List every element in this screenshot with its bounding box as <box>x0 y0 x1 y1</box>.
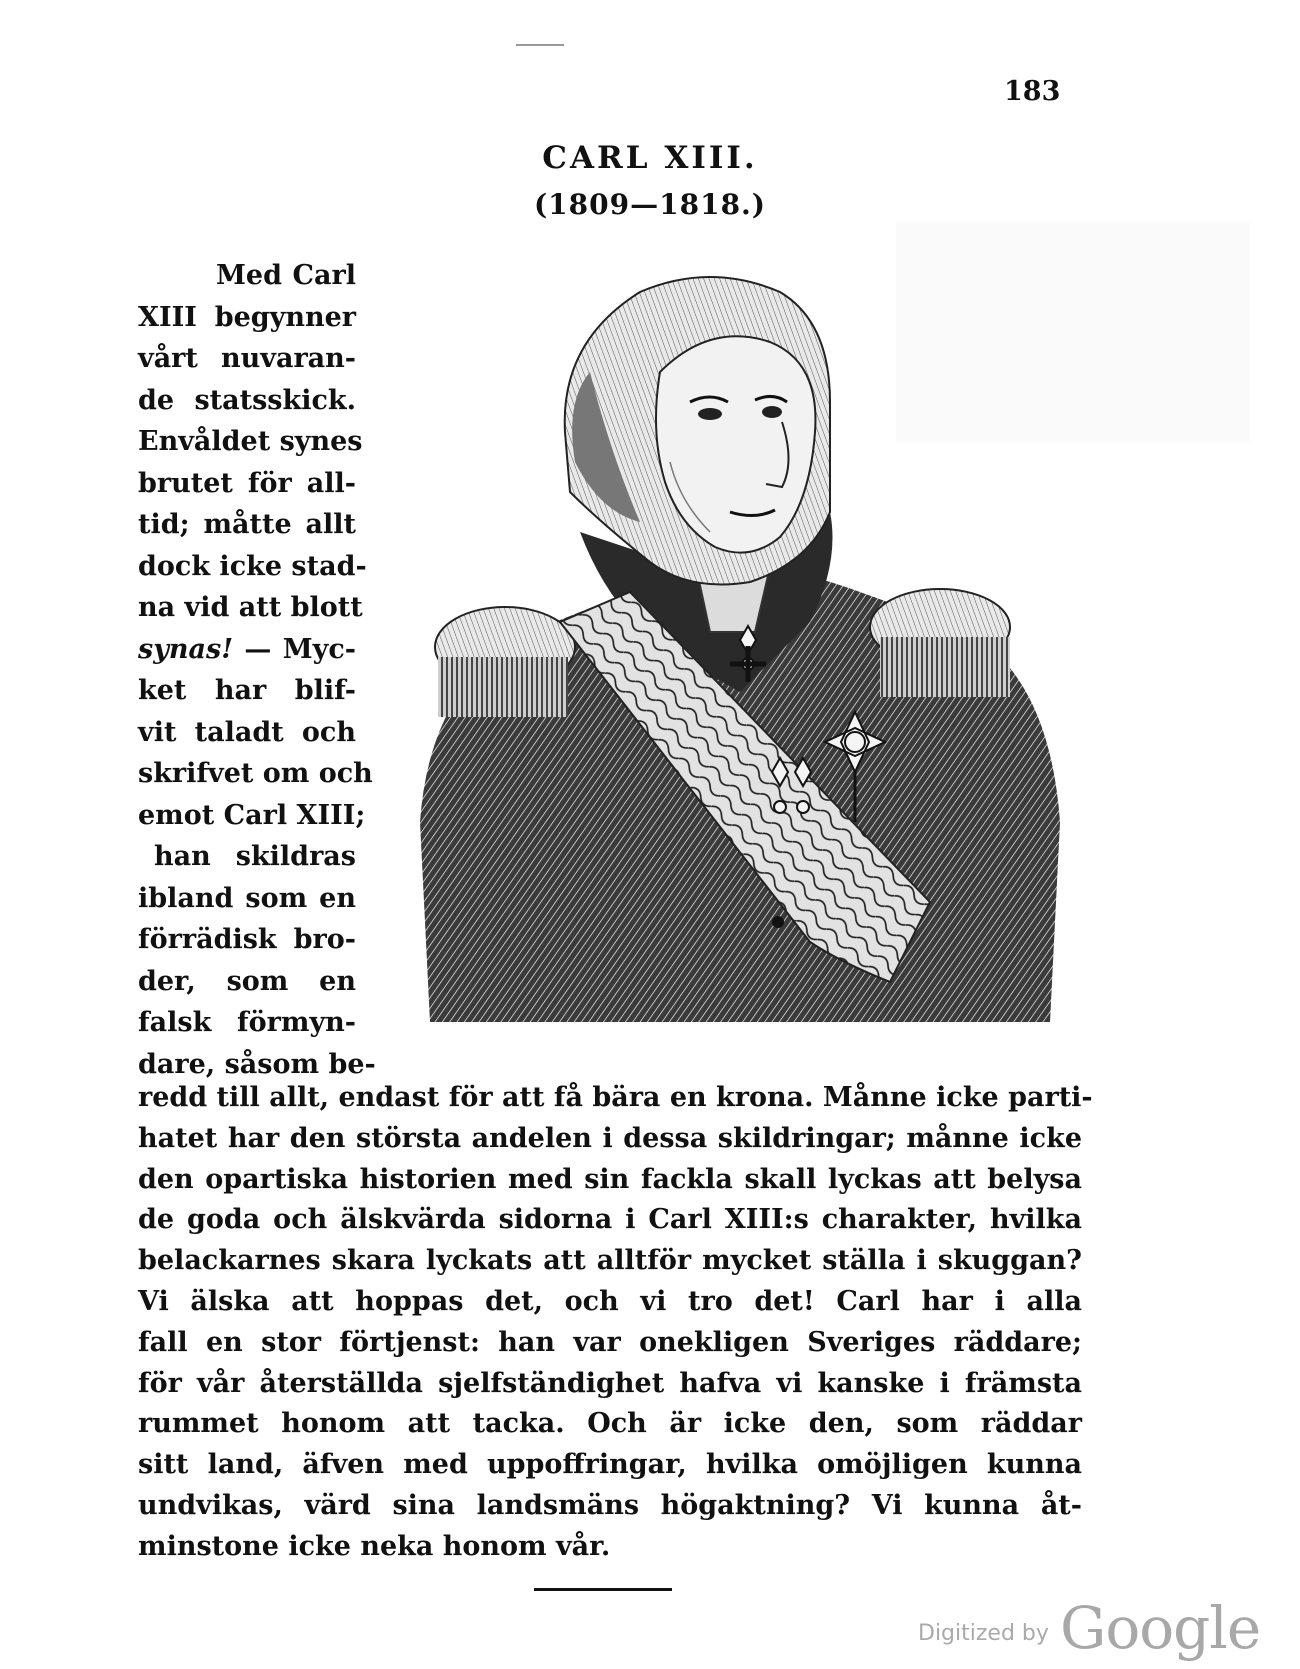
reign-years: (1809—1818.) <box>533 188 767 221</box>
side-line: vårt nuvaran- <box>138 343 356 374</box>
body-line: hatet har den största andelen i dessa skildringar; månne icke <box>138 1122 1082 1154</box>
page-number: 183 <box>1004 76 1061 107</box>
digitized-watermark <box>918 1594 1260 1662</box>
body-line: undvikas, värd sina landsmäns högaktning? Vi kunna åt- <box>138 1489 1082 1521</box>
side-line: XIII begynner <box>138 301 356 333</box>
chapter-title: CARL XIII. <box>542 140 758 176</box>
top-mark <box>516 44 564 46</box>
side-line: emot Carl XIII; <box>138 799 366 831</box>
end-rule <box>534 1588 672 1591</box>
body-paragraph <box>138 1078 1093 1568</box>
side-line: Med Carl <box>216 260 356 291</box>
body-line: den opartiska historien med sin fackla skall lyckas att belysa <box>138 1163 1082 1195</box>
body-line: de goda och älskvärda sidorna i Carl XIII:s charakter, hvilka <box>138 1204 1082 1236</box>
side-line: ibland som en <box>138 882 356 914</box>
side-line: förrädisk bro- <box>138 924 356 955</box>
body-line: Vi älska att hoppas det, och vi tro det! Carl har i alla <box>138 1285 1082 1317</box>
side-line: der, som en <box>138 965 356 997</box>
side-line: han skildras <box>154 841 356 872</box>
side-line: brutet för all- <box>138 467 356 499</box>
side-line: falsk förmyn- <box>138 1007 356 1038</box>
portrait-engraving <box>410 262 1070 1037</box>
watermark-prefix: Digitized by <box>918 1621 1049 1646</box>
side-line: ket har blif- <box>138 675 356 706</box>
body-line: fall en stor förtjenst: han var onekligen Sveriges räddare; <box>138 1326 1082 1358</box>
body-line: rummet honom att tacka. Och är icke den, som räddar <box>138 1408 1082 1440</box>
body-line: belackarnes skara lyckats att alltför mycket ställa i skuggan? <box>138 1245 1082 1277</box>
side-line: vit taladt och <box>138 716 356 748</box>
side-line: de statsskick. <box>138 384 356 416</box>
body-line: för vår återställda sjelfständighet hafva vi kanske i främsta <box>138 1367 1082 1399</box>
side-line: skrifvet om och <box>138 758 373 789</box>
body-line: sitt land, äfven med uppoffringar, hvilka omöjligen kunna <box>138 1449 1082 1481</box>
side-line: dock icke stad- <box>138 550 367 582</box>
body-line: minstone icke neka honom vår. <box>138 1530 611 1562</box>
side-line: tid; måtte allt <box>138 509 356 540</box>
side-paragraph <box>138 255 376 1085</box>
body-line: redd till allt, endast för att få bära en krona. Månne icke parti- <box>138 1082 1093 1113</box>
google-logo: Google <box>1060 1594 1261 1662</box>
side-line: dare, såsom be- <box>138 1048 376 1080</box>
side-line: na vid att blott <box>138 592 363 623</box>
side-line: Envåldet synes <box>138 426 363 457</box>
side-line: synas! — Myc- <box>138 633 356 665</box>
